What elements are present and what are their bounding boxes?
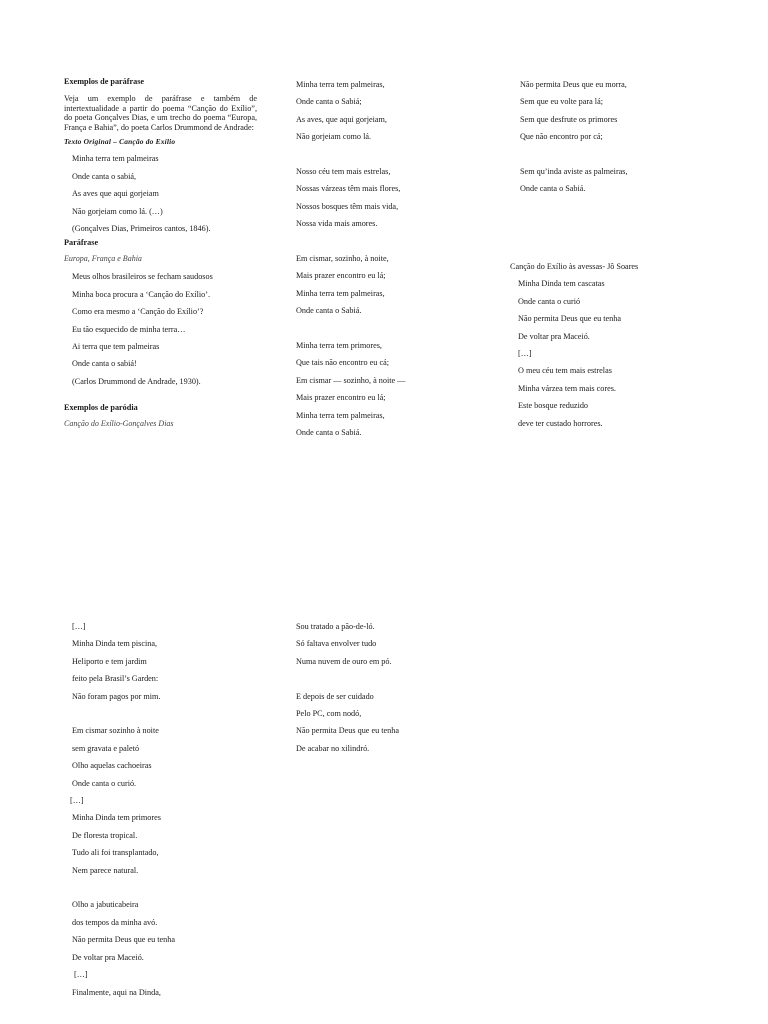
poem-citation: (Carlos Drummond de Andrade, 1930). [72, 376, 201, 386]
poem-line: Meus olhos brasileiros se fecham saudosos [72, 272, 213, 282]
poem-line: Como era mesmo a ‘Canção do Exílio’? [72, 307, 204, 317]
poem-line: Minha Dinda tem primores [72, 813, 161, 823]
poem-line: Este bosque reduzido [518, 401, 589, 411]
poem-line: Minha terra tem palmeiras [72, 154, 159, 164]
poem-line: Ai terra que tem palmeiras [72, 342, 160, 352]
poem-line: deve ter custado horrores. [518, 418, 603, 428]
poem-line: Não gorjeiam como lá. [296, 132, 372, 142]
poem-line: […] [518, 349, 532, 359]
poem-line: Não permita Deus que eu tenha [518, 314, 621, 324]
poem-line: Pelo PC, com nodó, [296, 709, 362, 719]
poem-line: Minha terra tem palmeiras, [296, 410, 385, 420]
paraphrase-examples-heading: Exemplos de paráfrase [64, 77, 145, 86]
poem-line: Sou tratado a pão-de-ló. [296, 622, 375, 631]
poem-line: dos tempos da minha avó. [72, 917, 158, 927]
poem-line: Em cismar sozinho à noite [72, 726, 159, 736]
original-text-title: Texto Original – Canção do Exílio [64, 137, 176, 147]
poem-line: Eu tão esquecido de minha terra… [72, 324, 186, 334]
poem-line: Onde canta o sabiá, [72, 171, 137, 181]
poem-line: Minha várzea tem mais cores. [518, 383, 616, 393]
poem-line: De acabar no xilindró. [296, 743, 370, 753]
poem-line: Minha terra tem palmeiras, [296, 80, 385, 89]
poem-line: Sem qu’inda aviste as palmeiras, [520, 167, 628, 177]
poem-line: Onde canta o Sabiá. [296, 428, 362, 438]
parody-original-title: Canção do Exílio-Gonçalves Dias [64, 419, 174, 429]
poem-line: As aves, que aqui gorjeiam, [296, 114, 387, 124]
poem-line: Nossos bosques têm mais vida, [296, 201, 399, 211]
poem-line: Minha terra tem primores, [296, 341, 382, 351]
poem-line: Que não encontro por cá; [520, 132, 603, 142]
poem-line: Minha Dinda tem cascatas [518, 279, 605, 289]
poem-line: Onde canta o curió [518, 296, 581, 306]
intro-paragraph: Veja um exemplo de paráfrase e também de intertextualidade a partir do poema “Canção do Exílio”, do poeta Gonçalves Dias, e um trecho do poema “Europa, França e Bahia”, do poeta Carlos Drummond de Andrade: [64, 94, 257, 132]
poem-line: Nem parece natural. [72, 865, 139, 875]
column-middle-bottom [296, 618, 496, 757]
paraphrase-heading: Paráfrase [64, 238, 99, 248]
parody-poem-title: Canção do Exílio às avessas- Jô Soares [510, 262, 639, 271]
column-middle-top [296, 76, 496, 441]
column-right-top [510, 76, 750, 432]
poem-line: Onde canta o Sabiá; [296, 97, 362, 107]
poem-line: Minha boca procura a ‘Canção do Exílio’. [72, 289, 211, 299]
poem-line: Que tais não encontro eu cá; [296, 358, 389, 368]
poem-line: Heliporto e tem jardim [72, 656, 147, 666]
poem-citation: (Gonçalves Dias, Primeiros cantos, 1846). [72, 224, 211, 233]
poem-line: Mais prazer encontro eu lá; [296, 271, 386, 281]
poem-line: Sem que desfrute os primores [520, 114, 618, 124]
poem-line: Não foram pagos por mim. [72, 691, 161, 701]
paraphrase-poem-title: Europa, França e Bahia [64, 254, 142, 264]
poem-line: Em cismar, sozinho, à noite, [296, 254, 389, 264]
poem-line: De voltar pra Maceió. [518, 331, 590, 341]
poem-line: Onde canta o Sabiá. [520, 184, 586, 194]
poem-line: Finalmente, aqui na Dinda, [72, 987, 161, 997]
poem-line: Mais prazer encontro eu lá; [296, 393, 386, 403]
poem-line: Nossa vida mais amores. [296, 219, 378, 229]
poem-line: sem gravata e paletó [72, 743, 140, 753]
poem-line: De floresta tropical. [72, 830, 138, 840]
poem-line: […] [74, 970, 88, 980]
poem-line: Nossas várzeas têm mais flores, [296, 184, 401, 194]
poem-line: Nosso céu tem mais estrelas, [296, 167, 391, 177]
poem-line: Não permita Deus que eu tenha [296, 726, 399, 736]
poem-line: Minha Dinda tem piscina, [72, 639, 158, 649]
poem-line: Tudo ali foi transplantado, [72, 848, 159, 858]
poem-line: Não permita Deus que eu tenha [72, 935, 175, 945]
poem-line: Minha terra tem palmeiras, [296, 288, 385, 298]
poem-line: Olho aquelas cachoeiras [72, 761, 152, 771]
poem-line: As aves que aqui gorjeiam [72, 189, 159, 199]
poem-line: De voltar pra Maceió. [72, 952, 144, 962]
column-left-bottom [64, 618, 264, 1001]
poem-line: O meu céu tem mais estrelas [518, 366, 612, 376]
poem-line: E depois de ser cuidado [296, 691, 374, 701]
poem-line: Olho a jabuticabeira [72, 900, 139, 910]
poem-line: […] [70, 796, 84, 806]
poem-line: Onde canta o sabiá! [72, 359, 137, 369]
parody-examples-heading: Exemplos de paródia [64, 403, 138, 413]
poem-line: feito pela Brasil’s Garden: [72, 674, 159, 684]
column-left-top [64, 76, 257, 433]
poem-line: Só faltava envolver tudo [296, 639, 377, 649]
poem-line: Em cismar — sozinho, à noite — [296, 375, 406, 385]
poem-line: Não gorjeiam como lá. (…) [72, 206, 163, 216]
poem-line: Onde canta o Sabiá. [296, 306, 362, 316]
poem-line: […] [72, 622, 86, 631]
poem-line: Não permita Deus que eu morra, [520, 80, 627, 89]
poem-line: Onde canta o curió. [72, 778, 137, 788]
poem-line: Sem que eu volte para lá; [520, 97, 603, 107]
poem-line: Numa nuvem de ouro em pó. [296, 656, 392, 666]
